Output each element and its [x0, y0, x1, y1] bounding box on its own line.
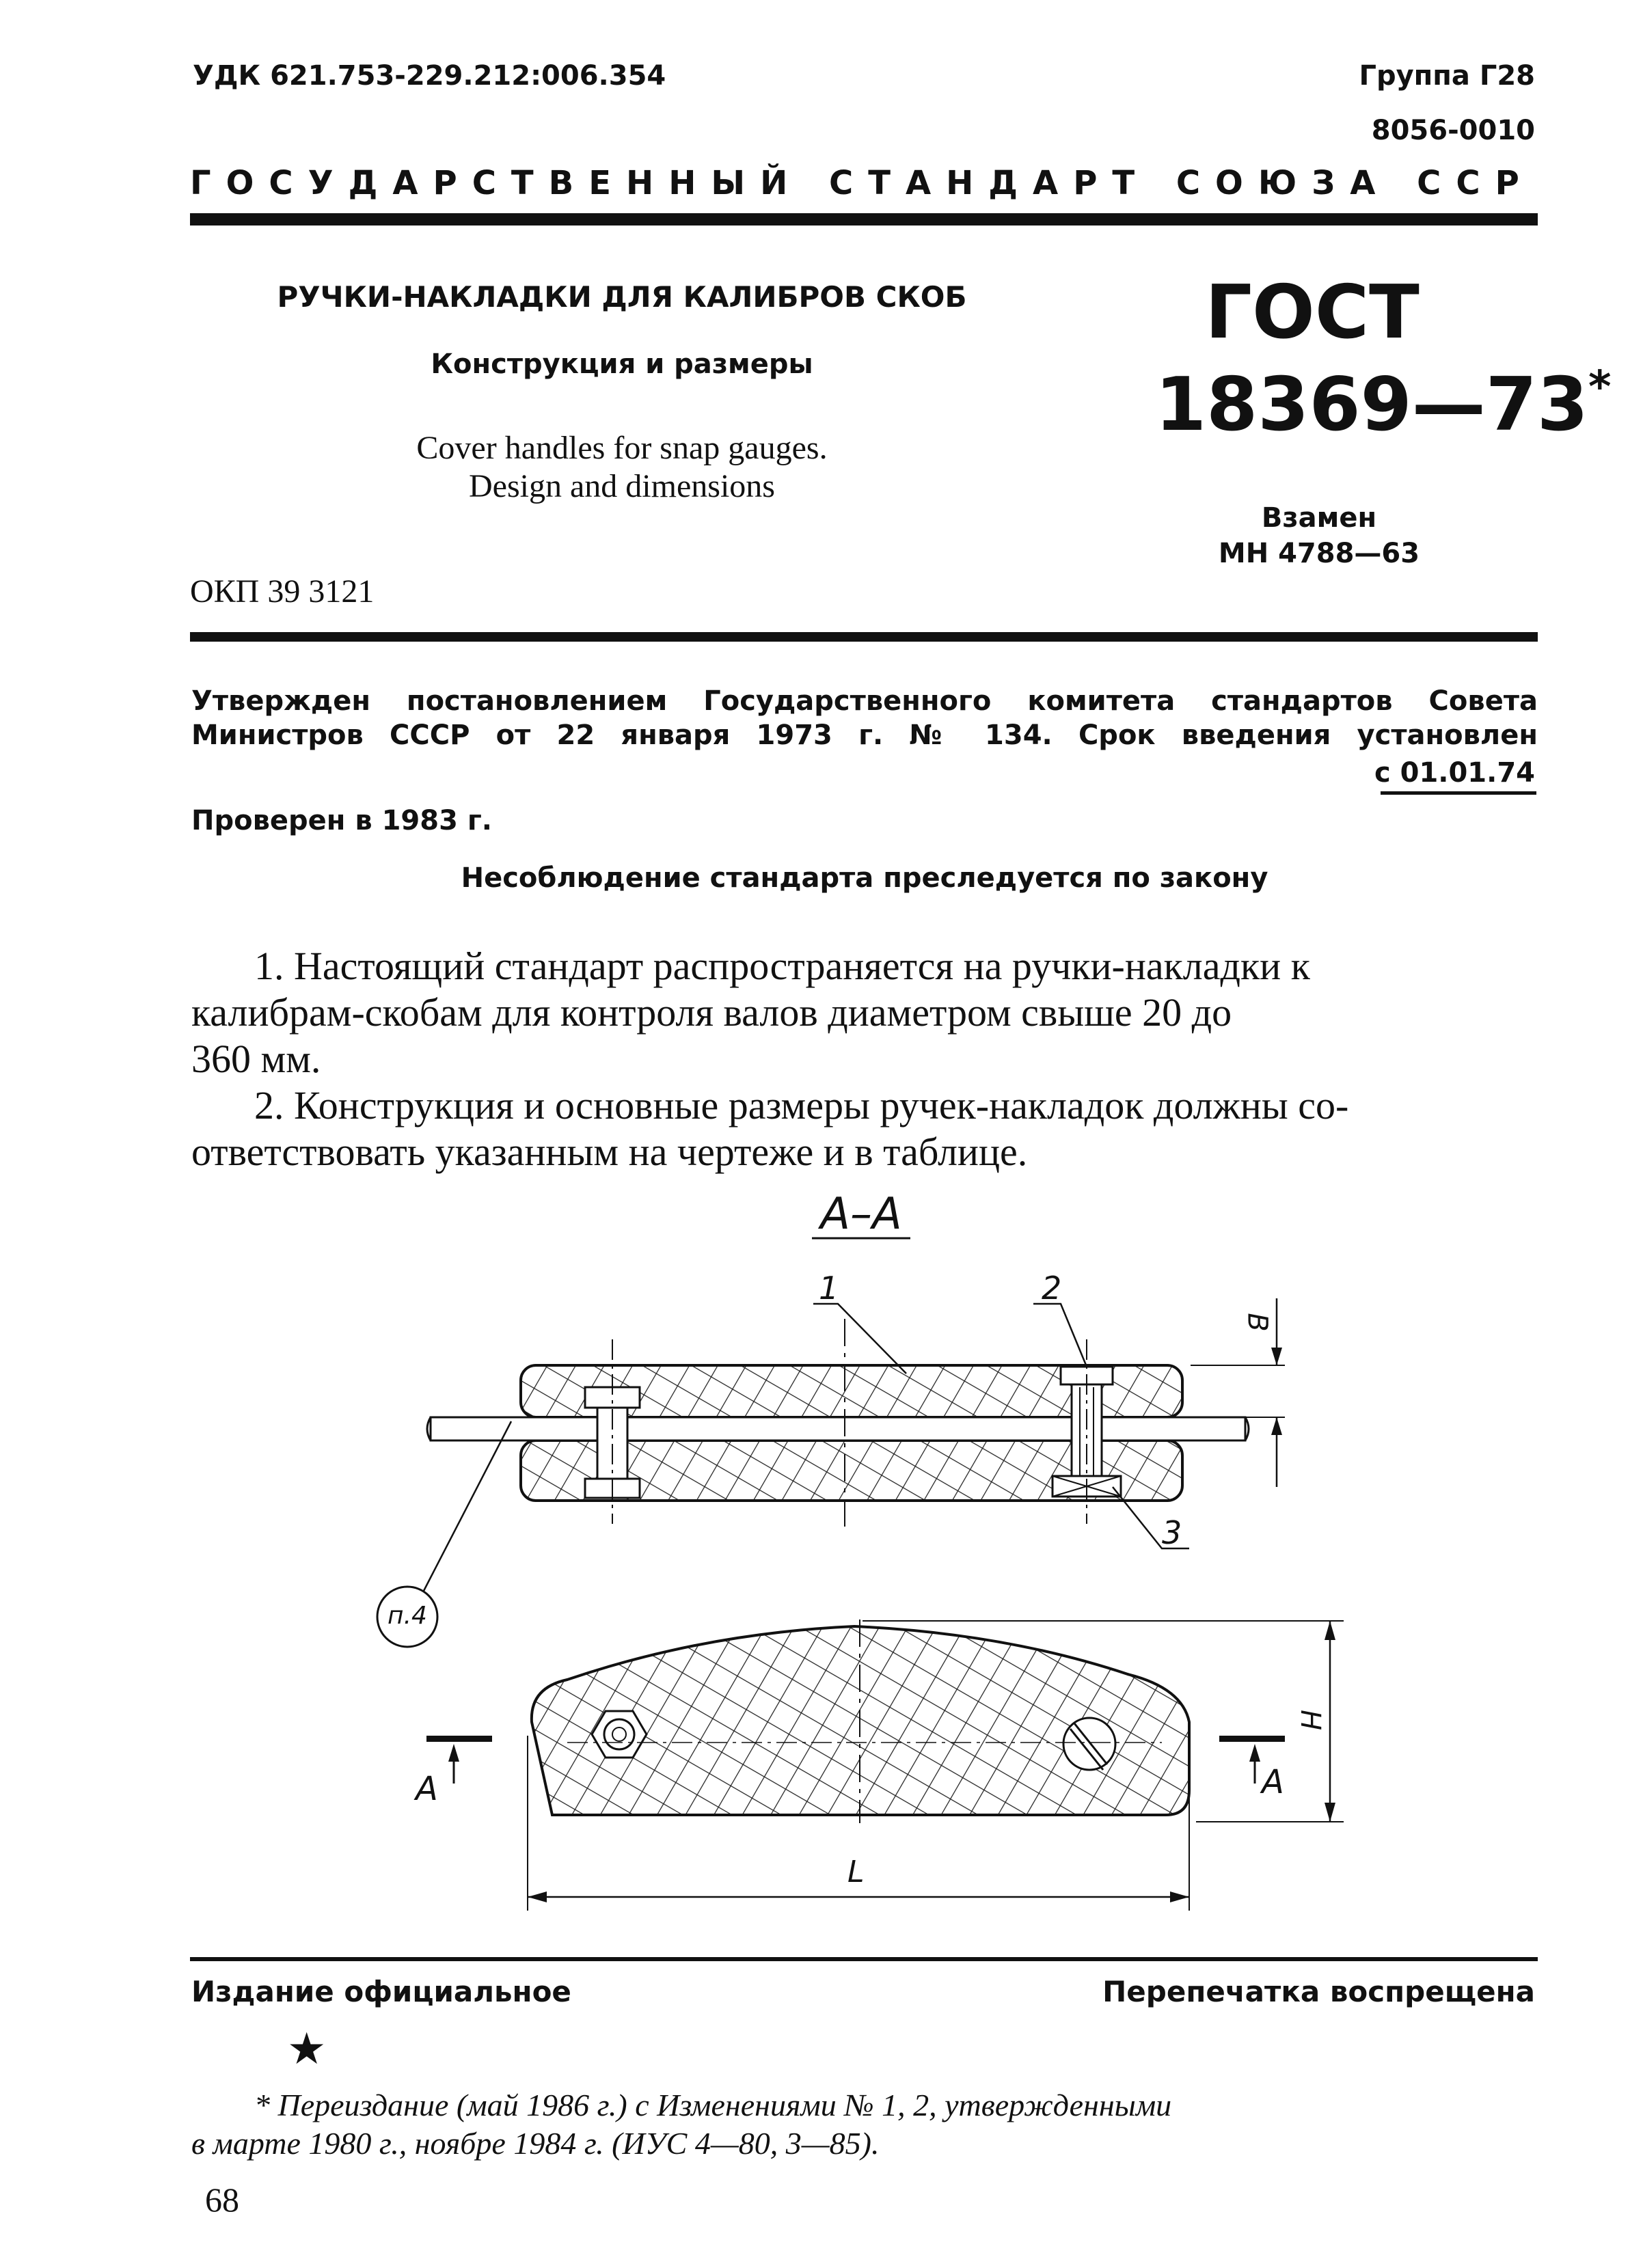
approval-line2: Министров СССР от 22 января 1973 г. № 134. Срок введения установлен	[191, 720, 1538, 751]
dim-l-label: L	[847, 1855, 865, 1889]
gost-star: *	[1588, 362, 1612, 413]
law-notice: Несоблюдение стандарта преследуется по закону	[461, 862, 1268, 894]
cut-mark-left	[426, 1736, 492, 1742]
reprint-notice: Перепечатка воспрещена	[1102, 1975, 1535, 2008]
callout-3: 3	[1162, 1514, 1182, 1551]
callout-2: 2	[1042, 1270, 1062, 1307]
section-label: А–А	[820, 1189, 902, 1240]
slotted-screw	[1063, 1718, 1115, 1770]
leader-1	[813, 1304, 906, 1374]
star-icon: ★	[287, 2024, 327, 2075]
gauge-bar	[431, 1417, 1245, 1440]
cut-label-left: А	[416, 1770, 438, 1808]
replaces-value: МН 4788—63	[1218, 538, 1420, 569]
okp-code: ОКП 39 3121	[190, 573, 375, 610]
replaces-label: Взамен	[1261, 502, 1377, 534]
note-ref-label: п.4	[388, 1602, 427, 1630]
checked-year: Проверен в 1983 г.	[191, 805, 492, 836]
group-code: Группа Г28	[1359, 60, 1535, 92]
approval-line1: Утвержден постановлением Государственного комитета стандартов Совета	[191, 685, 1538, 717]
paragraph-2-line2: ответствовать указанным на чертеже и в таблице.	[191, 1130, 1028, 1174]
leader-note	[424, 1421, 511, 1591]
cut-mark-right	[1219, 1736, 1285, 1742]
udk-code: УДК 621.753-229.212:006.354	[193, 60, 666, 92]
dim-h-label: Н	[1294, 1709, 1327, 1731]
paragraph-1-line1: 1. Настоящий стандарт распространяется на ручки-накладки к	[254, 944, 1310, 988]
effective-date: с 01.01.74	[1374, 757, 1535, 789]
page-number: 68	[205, 2181, 239, 2219]
gost-label: ГОСТ	[1205, 270, 1420, 355]
leader-2	[1033, 1304, 1087, 1367]
cut-label-right: А	[1262, 1763, 1284, 1801]
paragraph-1-line2: калибрам-скобам для контроля валов диаметром свыше 20 до	[191, 990, 1232, 1035]
paragraph-2-line1: 2. Конструкция и основные размеры ручек-накладок должны со-	[254, 1083, 1349, 1128]
footnote-line2: в марте 1980 г., ноябре 1984 г. (ИУС 4—80, 3—85).	[191, 2126, 880, 2161]
edition-label: Издание официальное	[191, 1975, 571, 2008]
plan-view	[426, 1620, 1344, 1911]
gost-number: 18369—73	[1155, 362, 1589, 448]
subtitle-ru: Конструкция и размеры	[431, 349, 813, 380]
callout-1: 1	[819, 1270, 839, 1307]
title-en-line1: Cover handles for snap gauges.	[416, 430, 828, 466]
right-screw-shank	[1072, 1384, 1102, 1480]
classification-code: 8056-0010	[1371, 115, 1535, 146]
footnote-line1: * Переиздание (май 1986 г.) с Изменениями № 1, 2, утвержденными	[254, 2088, 1172, 2122]
dim-b-label: В	[1241, 1313, 1273, 1332]
standard-banner: ГОСУДАРСТВЕННЫЙ СТАНДАРТ СОЮЗА ССР	[190, 164, 1534, 202]
footer-rule	[190, 1957, 1538, 1961]
paragraph-1-line3: 360 мм.	[191, 1037, 321, 1081]
title-en-line2: Design and dimensions	[469, 468, 775, 504]
title-ru: РУЧКИ-НАКЛАДКИ ДЛЯ КАЛИБРОВ СКОБ	[277, 280, 967, 314]
